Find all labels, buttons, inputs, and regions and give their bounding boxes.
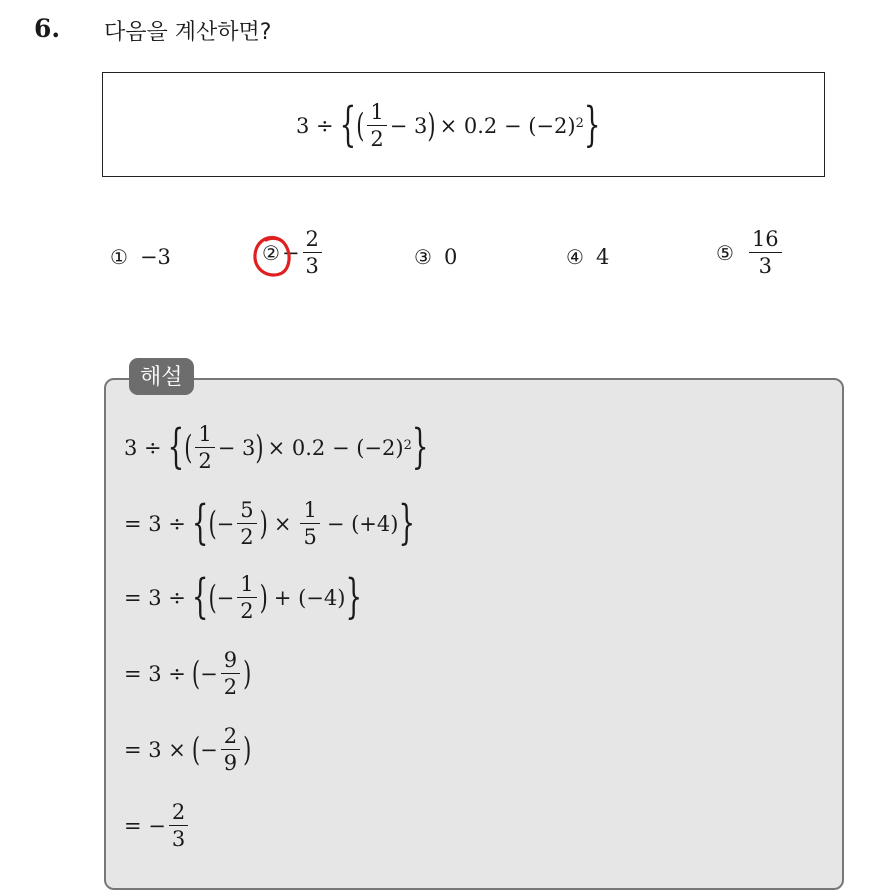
choice-marker: ④ xyxy=(566,245,584,269)
left-paren: ( xyxy=(191,654,201,692)
choice-4[interactable] xyxy=(566,245,609,269)
solution-line-5: = 3 × ( − $\frac{2}{9}$ ) xyxy=(124,724,252,775)
fraction: $\frac{1}{2}$ xyxy=(237,574,256,622)
right-paren: ) xyxy=(427,106,436,144)
choice-value: 4 xyxy=(595,245,610,269)
fraction: $\frac{5}{2}$ xyxy=(237,500,256,548)
question-number: 6. xyxy=(34,14,61,43)
question-prompt: 다음을 계산하면? xyxy=(104,20,272,45)
choice-5[interactable] xyxy=(716,229,785,277)
expr-times: × 0.2 − (−2) xyxy=(439,114,576,138)
answer-circle-mark xyxy=(252,233,294,281)
right-brace: } xyxy=(345,571,363,625)
fraction: $\frac{2}{3}$ xyxy=(169,802,188,850)
fraction: $\frac{1}{5}$ xyxy=(300,500,319,548)
fraction: $\frac{2}{9}$ xyxy=(221,726,240,774)
right-brace: } xyxy=(398,497,415,551)
left-paren: ( xyxy=(191,730,201,768)
left-paren: ( xyxy=(208,578,217,616)
choice-marker: ⑤ xyxy=(716,241,734,265)
solution-line-3: = 3 ÷ { ( − $\frac{1}{2}$ ) + (−4) } xyxy=(124,571,363,625)
choice-value: −3 xyxy=(139,245,171,269)
choice-1[interactable] xyxy=(110,245,171,269)
left-brace: { xyxy=(191,571,209,625)
right-paren: ) xyxy=(255,428,264,466)
left-brace: { xyxy=(167,421,185,475)
solution-tag: 해설 xyxy=(129,358,194,395)
choice-3[interactable] xyxy=(414,245,457,269)
choice-marker: ③ xyxy=(414,245,432,269)
exponent: 2 xyxy=(575,115,584,131)
choice-marker: ② xyxy=(262,241,280,265)
fraction: $\frac{9}{2}$ xyxy=(221,650,240,698)
solution-line-4: = 3 ÷ ( − $\frac{9}{2}$ ) xyxy=(124,648,252,699)
solution-line-1: 3 ÷ { ( $\frac{1}{2}$ − 3 ) × 0.2 − (−2) $^2$ } xyxy=(124,421,429,475)
right-brace: } xyxy=(583,99,601,153)
right-paren: ) xyxy=(243,730,252,768)
left-brace: { xyxy=(191,497,209,551)
choice-value: 0 xyxy=(443,245,458,269)
left-paren: ( xyxy=(208,504,217,542)
right-brace: } xyxy=(411,421,429,475)
expr-lead: 3 ÷ xyxy=(296,114,334,138)
right-paren: ) xyxy=(243,654,252,692)
expr-minus3: − 3 xyxy=(389,114,428,138)
choice-fraction: $\frac{16}{3}$ xyxy=(749,229,782,277)
right-paren: ) xyxy=(259,504,268,542)
fraction: $\frac{1}{2}$ xyxy=(195,424,214,472)
choice-sign: − xyxy=(281,241,300,265)
choice-fraction: $\frac{2}{3}$ xyxy=(303,229,322,277)
right-paren: ) xyxy=(259,578,268,616)
solution-line-2: = 3 ÷ { ( − $\frac{5}{2}$ ) × $\frac{1}{5}$ − (+4) } xyxy=(124,497,415,551)
solution-line-6: = − $\frac{2}{3}$ xyxy=(124,798,191,854)
choice-marker: ① xyxy=(110,245,128,269)
problem-expression xyxy=(296,98,600,154)
left-brace: { xyxy=(339,99,357,153)
left-paren: ( xyxy=(356,106,365,144)
left-paren: ( xyxy=(184,428,193,466)
fraction: $\frac{1}{2}$ xyxy=(367,102,386,150)
